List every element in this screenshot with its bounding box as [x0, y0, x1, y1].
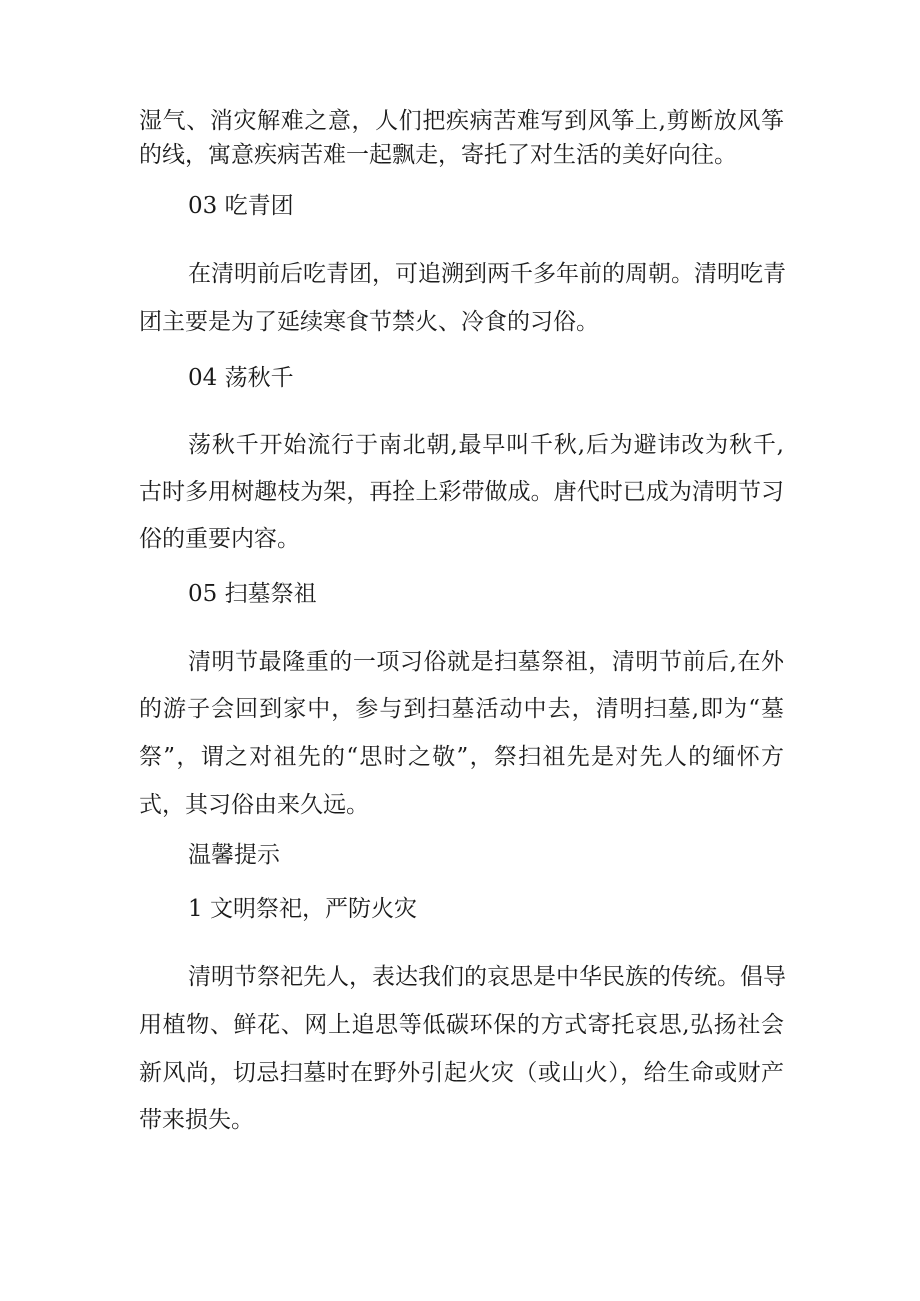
paragraph-line: 在清明前后吃青团，可追溯到两千多年前的周朝。清明吃青 — [188, 261, 786, 287]
paragraph-line: 清明节最隆重的一项习俗就是扫墓祭祖，清明节前后,在外 — [188, 649, 784, 675]
tip-heading: 1 文明祭祀，严防火灾 — [188, 896, 417, 922]
paragraph-line: 清明节祭祀先人，表达我们的哀思是中华民族的传统。倡导 — [188, 964, 786, 990]
paragraph-line: 湿气、消灾解难之意，人们把疾病苦难写到风筝上,剪断放风筝 — [139, 108, 784, 134]
paragraph-line: 新风尚，切忌扫墓时在野外引起火灾（或山火），给生命或财产 — [139, 1060, 784, 1086]
section-heading: 03 吃青团 — [188, 193, 294, 219]
tips-heading: 温馨提示 — [188, 842, 280, 868]
paragraph-line: 式，其习俗由来久远。 — [139, 792, 369, 818]
paragraph-line: 带来损失。 — [139, 1107, 254, 1133]
paragraph-line: 团主要是为了延续寒食节禁火、冷食的习俗。 — [139, 309, 599, 335]
paragraph-line: 祭”，谓之对祖先的“思时之敬”，祭扫祖先是对先人的缅怀方 — [139, 744, 784, 770]
paragraph-line: 古时多用树趣枝为架，再拴上彩带做成。唐代时已成为清明节习 — [139, 479, 784, 505]
paragraph-line: 的线，寓意疾病苦难一起飘走，寄托了对生活的美好向往。 — [139, 142, 737, 168]
paragraph-line: 用植物、鲜花、网上追思等低碳环保的方式寄托哀思,弘扬社会 — [139, 1012, 784, 1038]
section-heading: 04 荡秋千 — [188, 365, 294, 391]
paragraph-line: 的游子会回到家中，参与到扫墓活动中去，清明扫墓,即为“墓 — [139, 696, 784, 722]
section-heading: 05 扫墓祭祖 — [188, 581, 317, 607]
paragraph-line: 荡秋千开始流行于南北朝,最早叫千秋,后为避讳改为秋千, — [188, 432, 784, 458]
paragraph-line: 俗的重要内容。 — [139, 526, 300, 552]
